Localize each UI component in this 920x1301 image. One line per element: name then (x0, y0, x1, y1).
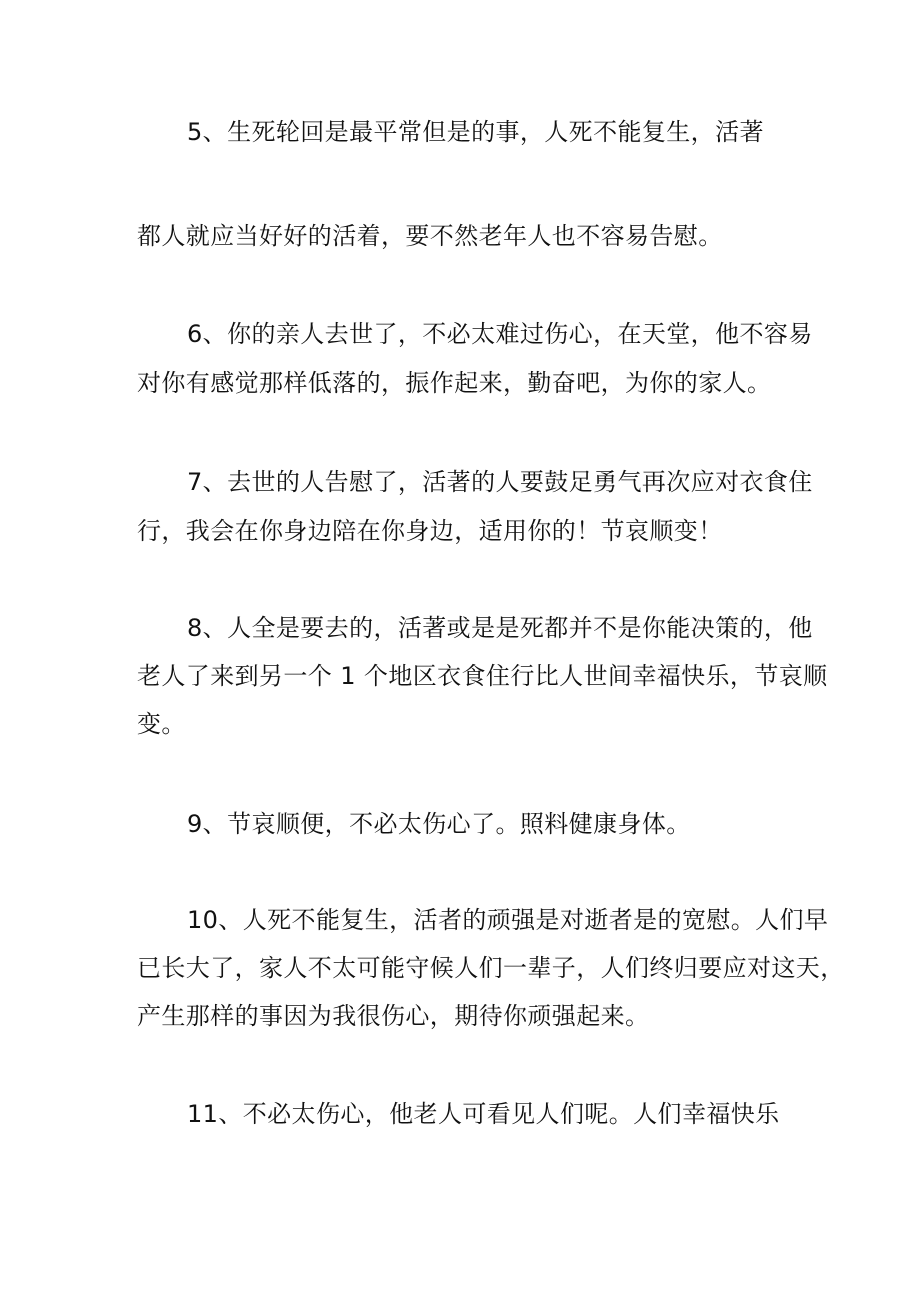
paragraph-5-line-2: 都人就应当好好的活着，要不然老年人也不容易告慰。 (137, 222, 723, 250)
paragraph-6-line-2: 对你有感觉那样低落的，振作起来，勤奋吧，为你的家人。 (137, 369, 772, 397)
paragraph-8-line-2: 老人了来到另一个 1 个地区衣食住行比人世间幸福快乐，节哀顺 (137, 662, 828, 690)
paragraph-7-line-1: 7、去世的人告慰了，活著的人要鼓足勇气再次应对衣食住 (187, 468, 813, 496)
paragraph-9-line-1: 9、节哀顺便，不必太伤心了。照料健康身体。 (187, 810, 691, 838)
paragraph-10-line-2: 已长大了，家人不太可能守候人们一辈子，人们终归要应对这天， (137, 954, 845, 982)
paragraph-11-line-1: 11、不必太伤心，他老人可看见人们呢。人们幸福快乐 (187, 1100, 780, 1128)
paragraph-7-line-2: 行，我会在你身边陪在你身边，适用你的！节哀顺变！ (137, 517, 723, 545)
paragraph-5-line-1: 5、生死轮回是最平常但是的事，人死不能复生，活著 (187, 118, 764, 146)
paragraph-6-line-1: 6、你的亲人去世了，不必太难过伤心，在天堂，他不容易 (187, 320, 813, 348)
paragraph-8-line-3: 变。 (137, 710, 186, 738)
paragraph-10-line-1: 10、人死不能复生，活者的顽强是对逝者是的宽慰。人们早 (187, 906, 829, 934)
paragraph-10-line-3: 产生那样的事因为我很伤心，期待你顽强起来。 (137, 1002, 650, 1030)
paragraph-8-line-1: 8、人全是要去的，活著或是是死都并不是你能决策的，他 (187, 614, 813, 642)
